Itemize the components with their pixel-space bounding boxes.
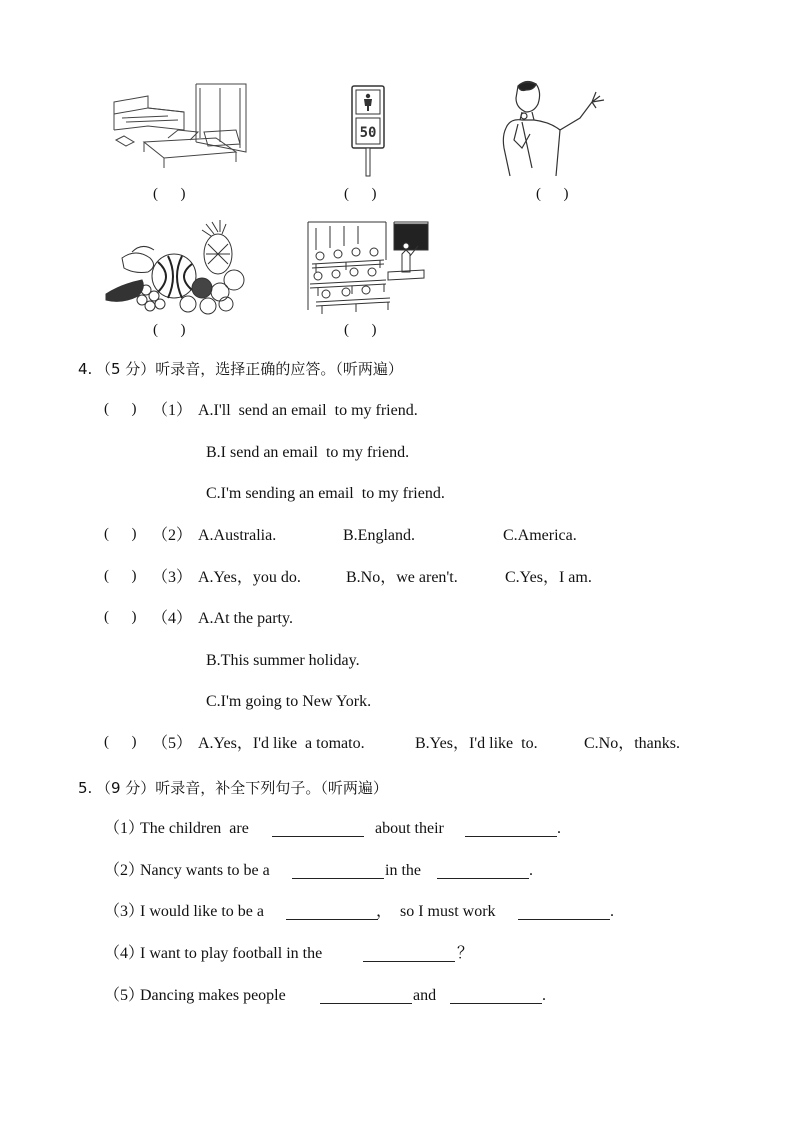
answer-paren-5[interactable]: ( )	[344, 322, 377, 338]
q4-option-5a: A.Yes，I'd like a tomato.	[198, 735, 365, 752]
svg-text:50: 50	[359, 125, 377, 141]
answer-paren-2[interactable]: ( )	[344, 186, 377, 202]
answer-paren-4[interactable]: ( )	[153, 322, 186, 338]
q5-item-number-1: （1）	[104, 820, 145, 837]
q5-item-5-text-2: and	[413, 987, 437, 1004]
q4-item-number-1: （1）	[152, 402, 193, 419]
classroom-picture	[306, 220, 430, 316]
q4-answer-paren-2[interactable]: ( )	[104, 526, 137, 542]
q4-item-number-3: （3）	[152, 569, 193, 586]
singing-man-picture	[500, 78, 615, 178]
q5-item-1-text-2: about their	[375, 820, 444, 837]
q4-option-3a: A.Yes，you do.	[198, 569, 301, 586]
q4-answer-paren-3[interactable]: ( )	[104, 568, 137, 584]
q5-blank-5a[interactable]	[320, 989, 412, 1004]
q4-option-3c: C.Yes，I am.	[505, 569, 592, 586]
q4-option-5b: B.Yes，I'd like to.	[415, 735, 538, 752]
q4-option-1a: A.I'll send an email to my friend.	[198, 402, 418, 419]
q4-option-4c: C.I'm going to New York.	[206, 693, 372, 710]
answer-paren-3[interactable]: ( )	[536, 186, 569, 202]
traffic-light-picture	[350, 84, 386, 176]
q4-option-2a: A.Australia.	[198, 527, 277, 544]
q4-item-number-2: （2）	[152, 527, 193, 544]
q5-blank-3b[interactable]	[518, 905, 610, 920]
q5-number: 5.	[78, 779, 93, 797]
q5-item-5-text-1: Dancing makes people	[140, 987, 286, 1004]
q5-item-2-text-3: .	[529, 862, 533, 879]
q4-option-4b: B.This summer holiday.	[206, 652, 360, 669]
q5-item-4-text-1: I want to play football in the	[140, 945, 323, 962]
q4-option-2b: B.England.	[343, 527, 415, 544]
q5-item-2-text-2: in the	[385, 862, 421, 879]
q4-option-2c: C.America.	[503, 527, 577, 544]
bedroom-picture	[108, 82, 248, 172]
q4-instruction: （5 分）听录音，选择正确的应答。（听两遍）	[96, 360, 403, 378]
fruits-picture	[102, 218, 248, 316]
q4-answer-paren-5[interactable]: ( )	[104, 734, 137, 750]
q5-blank-2a[interactable]	[292, 864, 384, 879]
q4-option-3b: B.No，we aren't.	[346, 569, 458, 586]
q5-item-number-4: （4）	[104, 945, 145, 962]
q5-item-number-3: （3）	[104, 903, 145, 920]
q5-item-5-text-3: .	[542, 987, 546, 1004]
q4-option-1b: B.I send an email to my friend.	[206, 444, 410, 461]
q4-answer-paren-1[interactable]: ( )	[104, 401, 137, 417]
q4-number: 4.	[78, 360, 93, 378]
q4-answer-paren-4[interactable]: ( )	[104, 609, 137, 625]
q5-blank-5b[interactable]	[450, 989, 542, 1004]
q4-item-number-5: （5）	[152, 735, 193, 752]
answer-paren-1[interactable]: ( )	[153, 186, 186, 202]
q4-option-1c: C.I'm sending an email to my friend.	[206, 485, 445, 502]
q5-item-3-text-2: ， so I must work	[376, 903, 496, 920]
q4-option-5c: C.No，thanks.	[584, 735, 681, 752]
q5-item-1-text-1: The children are	[140, 820, 249, 837]
q5-item-4-text-2: ？	[457, 945, 474, 962]
q5-blank-2b[interactable]	[437, 864, 529, 879]
q5-blank-1a[interactable]	[272, 822, 364, 837]
q4-option-4a: A.At the party.	[198, 610, 293, 627]
q5-instruction: （9 分）听录音，补全下列句子。（听两遍）	[96, 779, 388, 797]
q5-item-3-text-3: .	[610, 903, 614, 920]
q5-item-2-text-1: Nancy wants to be a	[140, 862, 270, 879]
q5-blank-1b[interactable]	[465, 822, 557, 837]
q5-item-number-5: （5）	[104, 987, 145, 1004]
q5-blank-3a[interactable]	[286, 905, 378, 920]
q4-item-number-4: （4）	[152, 610, 193, 627]
q5-item-1-text-3: .	[557, 820, 561, 837]
q5-item-number-2: （2）	[104, 862, 145, 879]
q5-item-3-text-1: I would like to be a	[140, 903, 264, 920]
q5-blank-4a[interactable]	[363, 947, 455, 962]
